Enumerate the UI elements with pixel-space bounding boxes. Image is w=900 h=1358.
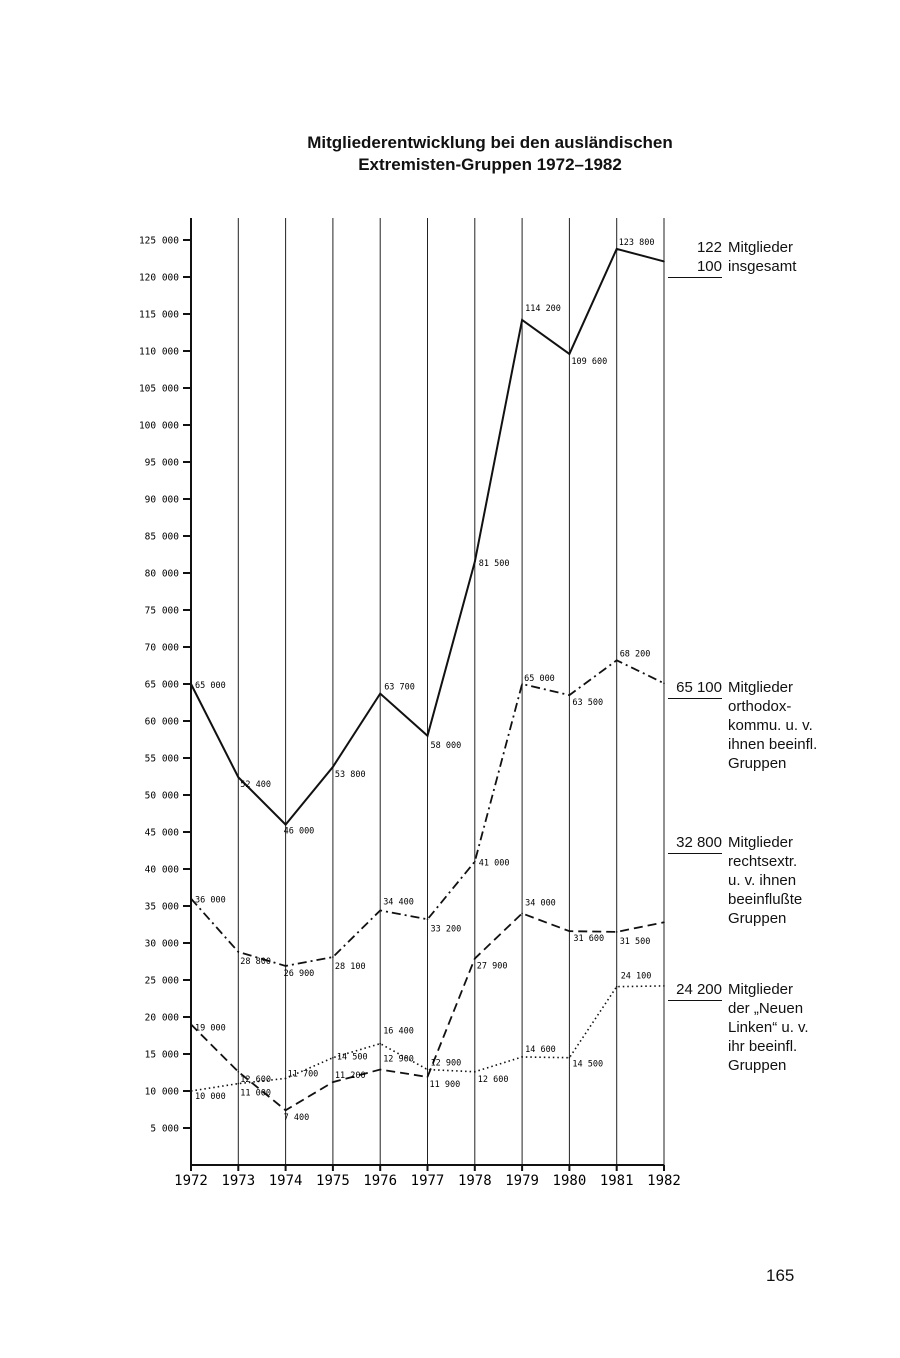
data-label: 34 400: [383, 897, 414, 908]
data-point: [569, 930, 571, 932]
x-tick-label: 1975: [316, 1173, 350, 1189]
x-tick-label: 1980: [552, 1173, 587, 1189]
x-axis-ticks: [174, 1165, 681, 1189]
data-point: [521, 1056, 523, 1058]
data-point: [569, 1057, 571, 1059]
x-tick-label: 1979: [505, 1173, 539, 1189]
data-point: [616, 986, 618, 988]
y-tick-label: 115 000: [138, 309, 179, 321]
y-tick-label: 5 000: [150, 1123, 179, 1135]
legend-right-extremist-text: Mitglieder rechtsextr. u. v. ihnen beeinflußte Gruppen: [728, 834, 803, 927]
data-point: [521, 913, 523, 915]
data-point: [332, 766, 334, 768]
y-tick-label: 65 000: [144, 679, 179, 691]
y-tick-label: 75 000: [144, 605, 179, 617]
data-label: 68 200: [619, 649, 651, 660]
data-point: [332, 956, 334, 958]
data-point: [379, 1043, 381, 1045]
data-label: 28 800: [240, 956, 272, 967]
data-point: [616, 248, 618, 250]
data-labels: [195, 238, 655, 1123]
data-label: 58 000: [430, 740, 462, 751]
data-label: 52 400: [240, 780, 272, 791]
data-label: 12 600: [477, 1074, 509, 1085]
x-tick-label: 1978: [457, 1173, 492, 1189]
y-tick-label: 110 000: [138, 346, 179, 358]
data-label: 63 700: [384, 682, 415, 693]
x-tick-label: 1974: [268, 1173, 303, 1189]
data-label: 12 900: [383, 1054, 414, 1065]
data-label: 16 400: [383, 1026, 414, 1037]
data-point: [238, 776, 240, 778]
data-label: 11 000: [240, 1088, 272, 1099]
data-point: [285, 965, 287, 967]
data-point: [379, 1069, 381, 1071]
data-point: [663, 682, 665, 684]
data-point: [521, 319, 523, 321]
data-point: [190, 1090, 192, 1092]
data-point: [521, 683, 523, 685]
legend-orthodox-communist-text: Mitglieder orthodox- kommu. u. v. ihnen beeinfl. Gruppen: [728, 679, 818, 772]
y-tick-label: 105 000: [138, 383, 179, 395]
data-label: 11 900: [429, 1079, 461, 1090]
y-tick-label: 80 000: [144, 568, 179, 580]
x-tick-label: 1972: [174, 1173, 208, 1189]
y-tick-label: 55 000: [144, 753, 179, 765]
y-tick-label: 10 000: [144, 1086, 179, 1098]
data-point: [379, 910, 381, 912]
y-tick-label: 70 000: [144, 642, 179, 654]
x-tick-label: 1973: [221, 1173, 256, 1189]
data-point: [616, 931, 618, 933]
data-label: 27 900: [476, 961, 508, 972]
data-point: [474, 561, 476, 563]
data-label: 26 900: [283, 968, 315, 979]
y-tick-label: 50 000: [144, 790, 179, 802]
data-label: 65 000: [195, 681, 226, 691]
data-label: 31 600: [573, 934, 605, 945]
data-point: [238, 1083, 240, 1085]
data-point: [663, 921, 665, 923]
data-label: 14 500: [572, 1059, 604, 1070]
x-tick-label: 1976: [363, 1173, 398, 1189]
data-point: [569, 694, 571, 696]
data-label: 28 100: [334, 962, 366, 973]
data-point: [616, 660, 618, 662]
legend-new-left-text: Mitglieder der „Neuen Linken“ u. v. ihr beeinfl. Gruppen: [728, 981, 809, 1074]
data-label: 14 600: [525, 1044, 556, 1055]
data-point: [663, 261, 665, 263]
chart-title-line1: Mitgliederentwicklung bei den ausländischen: [307, 133, 673, 152]
y-axis-ticks: [139, 236, 191, 1135]
data-label: 81 500: [478, 558, 510, 569]
data-point: [427, 735, 429, 737]
y-tick-label: 25 000: [144, 975, 179, 987]
data-label: 36 000: [195, 895, 226, 906]
y-tick-label: 100 000: [138, 420, 179, 432]
data-label: 19 000: [195, 1023, 226, 1034]
y-tick-label: 15 000: [144, 1049, 179, 1061]
y-tick-label: 30 000: [144, 938, 179, 950]
y-tick-label: 95 000: [144, 457, 179, 469]
data-point: [474, 958, 476, 960]
data-label: 12 900: [430, 1058, 462, 1069]
data-point: [285, 1109, 287, 1111]
data-point: [285, 824, 287, 826]
legend-total-text: Mitglieder insgesamt: [728, 239, 797, 275]
data-label: 109 600: [571, 356, 608, 367]
x-tick-label: 1977: [410, 1173, 445, 1189]
x-tick-label: 1981: [599, 1173, 634, 1189]
data-label: 46 000: [283, 826, 315, 837]
data-label: 41 000: [478, 858, 510, 869]
x-tick-label: 1982: [647, 1173, 681, 1189]
data-point: [427, 1076, 429, 1078]
y-tick-label: 90 000: [144, 494, 179, 506]
data-label: 12 600: [240, 1074, 272, 1085]
data-point: [238, 1071, 240, 1073]
data-label: 11 200: [334, 1071, 366, 1082]
legend-total-value: 122 100: [668, 238, 722, 278]
y-tick-label: 120 000: [138, 272, 179, 284]
data-label: 24 100: [620, 971, 652, 982]
data-point: [663, 985, 665, 987]
data-label: 65 000: [524, 674, 555, 684]
legend-right-extremist-value: 32 800: [668, 833, 722, 854]
data-label: 63 500: [572, 698, 604, 709]
data-point: [379, 693, 381, 695]
data-label: 10 000: [195, 1092, 226, 1102]
y-tick-label: 60 000: [144, 716, 179, 728]
data-label: 11 700: [287, 1069, 319, 1080]
data-point: [190, 898, 192, 900]
data-label: 34 000: [525, 898, 556, 909]
y-tick-label: 40 000: [144, 864, 179, 876]
y-tick-label: 20 000: [144, 1012, 179, 1024]
data-label: 31 500: [619, 936, 651, 947]
data-label: 33 200: [430, 924, 462, 935]
y-tick-label: 85 000: [144, 531, 179, 543]
y-tick-label: 125 000: [138, 235, 179, 247]
data-point: [332, 1057, 334, 1059]
data-point: [474, 861, 476, 863]
data-point: [332, 1081, 334, 1083]
page-number: 165: [766, 1266, 795, 1285]
data-point: [427, 919, 429, 921]
data-label: 53 800: [334, 769, 366, 780]
data-point: [190, 1024, 192, 1026]
data-point: [474, 1071, 476, 1073]
data-point: [190, 683, 192, 685]
chart-title-line2: Extremisten-Gruppen 1972–1982: [358, 155, 622, 174]
data-label: 14 500: [336, 1052, 368, 1063]
data-label: 7 400: [283, 1113, 310, 1124]
data-point: [569, 353, 571, 355]
data-point: [285, 1078, 287, 1080]
data-label: 123 800: [618, 237, 655, 248]
legend-orthodox-communist-value: 65 100: [668, 678, 722, 699]
y-tick-label: 45 000: [144, 827, 179, 839]
data-point: [427, 1069, 429, 1071]
legend-new-left-value: 24 200: [668, 980, 722, 1001]
data-point: [238, 951, 240, 953]
data-label: 114 200: [525, 303, 561, 314]
y-tick-label: 35 000: [144, 901, 179, 913]
